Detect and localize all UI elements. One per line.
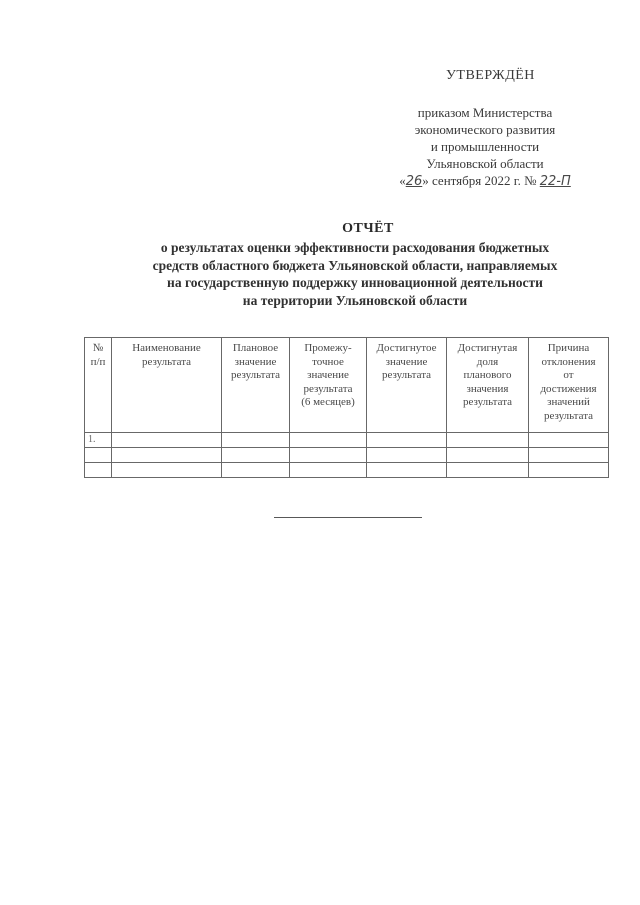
table-cell (290, 463, 367, 478)
table-cell (222, 448, 290, 463)
table-row (85, 463, 609, 478)
table-cell (112, 448, 222, 463)
approval-line: приказом Министерства (417, 105, 553, 120)
approval-line: Ульяновской области (426, 156, 544, 171)
date-day: 26 (405, 174, 423, 189)
table-cell (529, 463, 609, 478)
table-cell (529, 433, 609, 448)
table-cell (85, 448, 112, 463)
table-cell (529, 448, 609, 463)
table-cell (447, 448, 529, 463)
header-interim-value: Промежу- точное значение результата (6 месяцев) (290, 338, 367, 433)
approval-block (370, 104, 600, 190)
subtitle-line: средств областного бюджета Ульяновской области, направляемых (152, 257, 558, 273)
date-prefix: « (399, 173, 406, 188)
subtitle-line: на государственную поддержку инновационной деятельности (167, 275, 543, 290)
end-divider (274, 517, 422, 518)
table-header-row (85, 338, 609, 433)
date-middle: » сентября 2022 г. № (422, 173, 537, 188)
table-cell (290, 433, 367, 448)
approval-date (370, 172, 600, 190)
header-number: № п/п (85, 338, 112, 433)
table-cell (367, 463, 447, 478)
approval-heading: УТВЕРЖДЁН (446, 68, 535, 83)
subtitle-line: о результатах оценки эффективности расходования бюджетных (160, 240, 550, 255)
report-subtitle (110, 239, 600, 309)
order-number: 22-П (539, 174, 571, 189)
report-title: ОТЧЁТ (342, 221, 394, 236)
approval-line: экономического развития (414, 122, 556, 137)
header-deviation-reason: Причина отклонения от достижения значений результата (529, 338, 609, 433)
subtitle-line: на территории Ульяновской области (242, 292, 468, 308)
approval-line: и промышленности (430, 139, 540, 154)
table-cell (367, 448, 447, 463)
header-achieved-share: Достигнутая доля планового значения результата (447, 338, 529, 433)
table-cell (85, 463, 112, 478)
table-cell (447, 433, 529, 448)
header-planned-value: Плановое значение результата (222, 338, 290, 433)
table-cell (447, 463, 529, 478)
table-cell (222, 463, 290, 478)
table-row (85, 448, 609, 463)
table-cell (290, 448, 367, 463)
table-cell (112, 433, 222, 448)
header-result-name: Наименование результата (112, 338, 222, 433)
table-cell (367, 433, 447, 448)
table-row (85, 433, 609, 448)
table-cell (112, 463, 222, 478)
results-table (84, 337, 609, 478)
header-achieved-value: Достигнутое значение результата (367, 338, 447, 433)
table-cell (222, 433, 290, 448)
table-cell: 1. (85, 433, 112, 448)
